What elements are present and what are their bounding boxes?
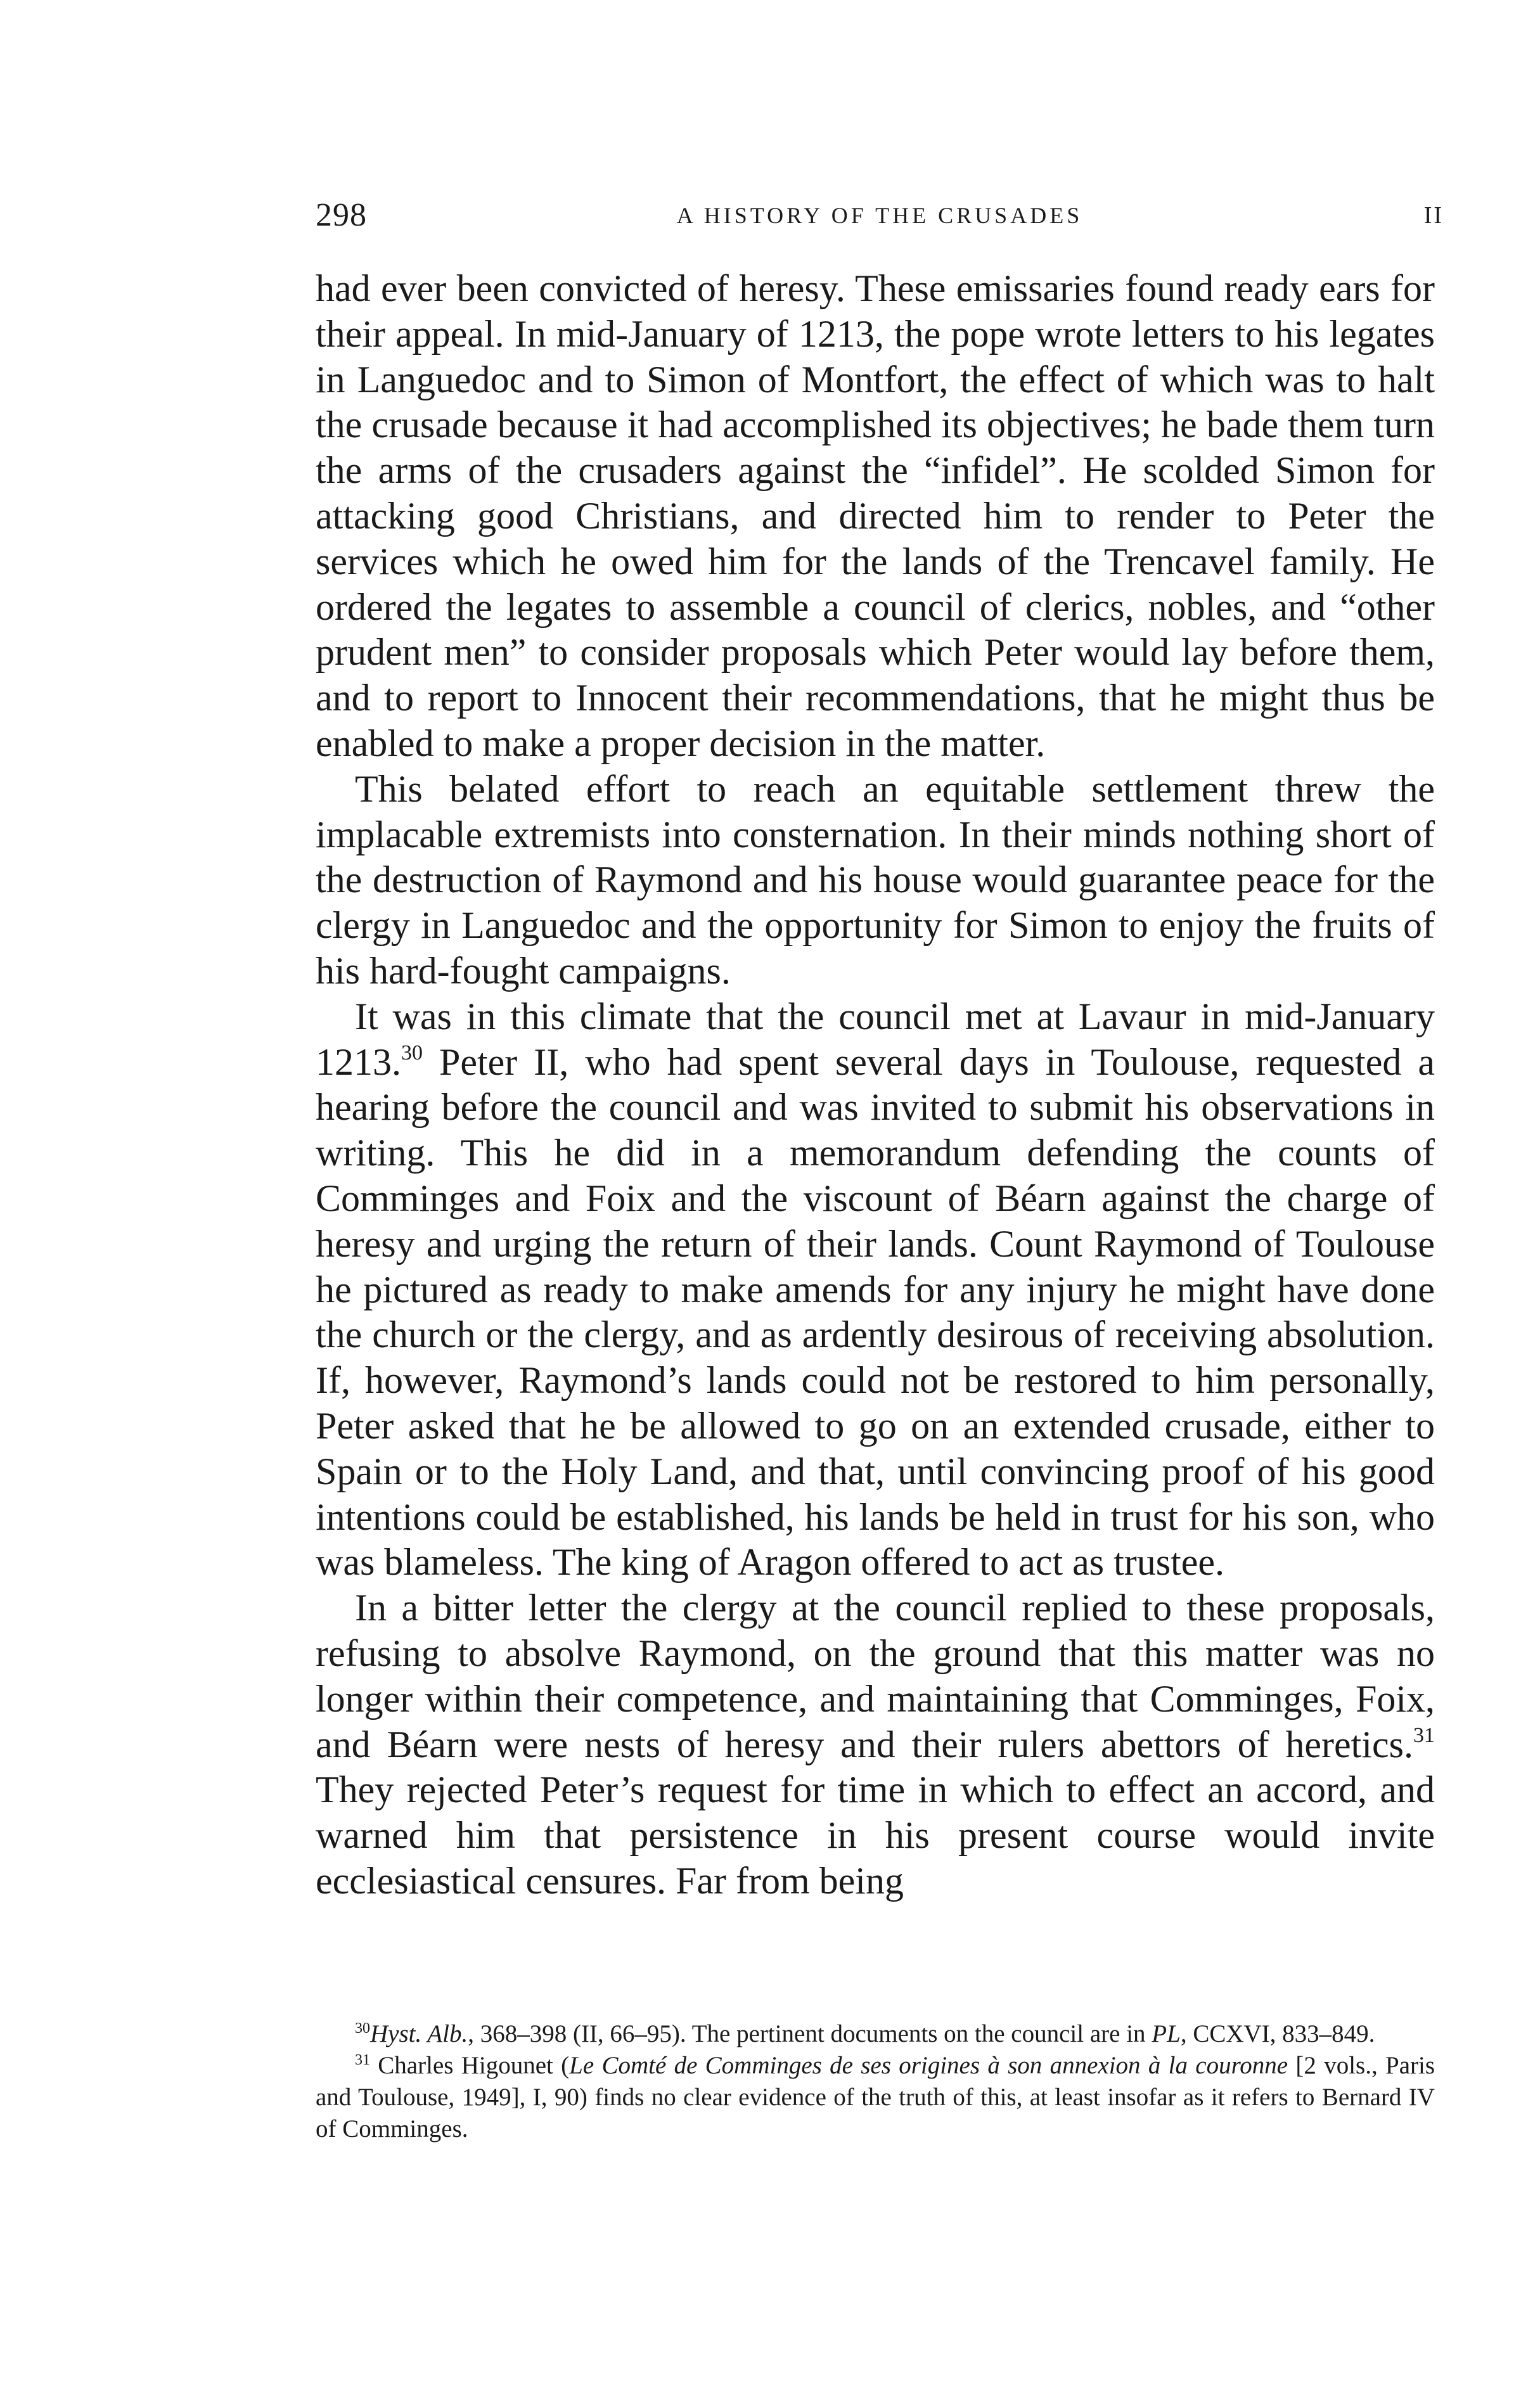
paragraph-2: This belated effort to reach an equitable settlement threw the implacable extremists into consternation. In their minds nothing short of the destruction of Raymond and his house would guarantee peace for the clergy in Languedoc and the opportunity for Simon to enjoy the fruits of his hard-fought campaigns.	[316, 767, 1435, 992]
running-title: A HISTORY OF THE CRUSADES	[676, 203, 1083, 228]
footnote-31-text-b: [2 vols., Paris and Toulouse, 1949], I, 90) finds no clear evidence of the truth of this, at least insofar as it refers to Bernard IV of Comminges.	[316, 2052, 1435, 2142]
page-number: 298	[316, 197, 367, 233]
footnote-ref-30[interactable]: 30	[401, 1041, 423, 1065]
footnote-30-source-title: Hyst. Alb.	[370, 2020, 468, 2047]
footnote-30-text: , 368–398 (II, 66–95). The pertinent documents on the council are in	[468, 2020, 1152, 2047]
paragraph-3-text-b: Peter II, who had spent several days in Toulouse, requested a hearing before the council and was invited to submit his observations in writing. This he did in a memorandum defending the counts of Comminges and Foix and the viscount of Béarn against the charge of heresy and urging the return of their lands. Count Raymond of Toulouse he pictured as ready to make amends for any injury he might have done the church or the clergy, and as ardently desirous of receiving absolution. If, however, Raymond’s lands could not be restored to him personally, Peter asked that he be allowed to go on an extended crusade, either to Spain or to the Holy Land, and that, until convincing proof of his good intentions could be established, his lands be held in trust for his son, who was blameless. The king of Aragon offered to act as trustee.	[316, 1041, 1435, 1584]
paragraph-3	[316, 994, 1435, 1585]
volume-number: II	[1423, 202, 1444, 229]
running-head	[316, 190, 1444, 241]
footnote-31-mark: 31	[355, 2052, 370, 2068]
footnote-30-mark: 30	[355, 2020, 370, 2037]
footnote-31-text-a: Charles Higounet (	[370, 2052, 570, 2079]
paragraph-1: had ever been convicted of heresy. These emissaries found ready ears for their appeal. In mid-January of 1213, the pope wrote letters to his legates in Languedoc and to Simon of Montfort, the effect of which was to halt the crusade because it had accomplished its objectives; he bade them turn the arms of the crusaders against the “infidel”. He scolded Simon for attacking good Christians, and directed him to render to Peter the services which he owed him for the lands of the Trencavel family. He ordered the legates to assemble a council of clerics, nobles, and “other prudent men” to consider proposals which Peter would lay before them, and to report to Innocent their recommendations, that he might thus be enabled to make a proper decision in the matter.	[316, 267, 1435, 764]
footnote-31-book-title: Le Comté de Comminges de ses origines à son annexion à la couronne	[569, 2052, 1288, 2079]
main-text	[316, 266, 1435, 1904]
footnote-30	[316, 2018, 1435, 2050]
footnote-30-pl: PL	[1152, 2020, 1181, 2047]
paragraph-4	[316, 1585, 1435, 1904]
paragraph-4-text-b: They rejected Peter’s request for time in which to effect an accord, and warned him that persistence in his present course would invite ecclesiastical censures. Far from being	[316, 1769, 1435, 1902]
footnote-ref-31[interactable]: 31	[1413, 1723, 1435, 1747]
footnote-30-end: , CCXVI, 833–849.	[1180, 2020, 1375, 2047]
paragraph-3-text-a: It was in this climate that the council met at Lavaur in mid-January 1213.	[316, 995, 1435, 1083]
paragraph-4-text-a: In a bitter letter the clergy at the council replied to these proposals, refusing to absolve Raymond, on the ground that this matter was no longer within their competence, and maintaining that Comminges, Foix, and Béarn were nests of heresy and their rulers abettors of heretics.	[316, 1587, 1435, 1765]
footnote-31	[316, 2050, 1435, 2145]
footnotes	[316, 2018, 1435, 2145]
